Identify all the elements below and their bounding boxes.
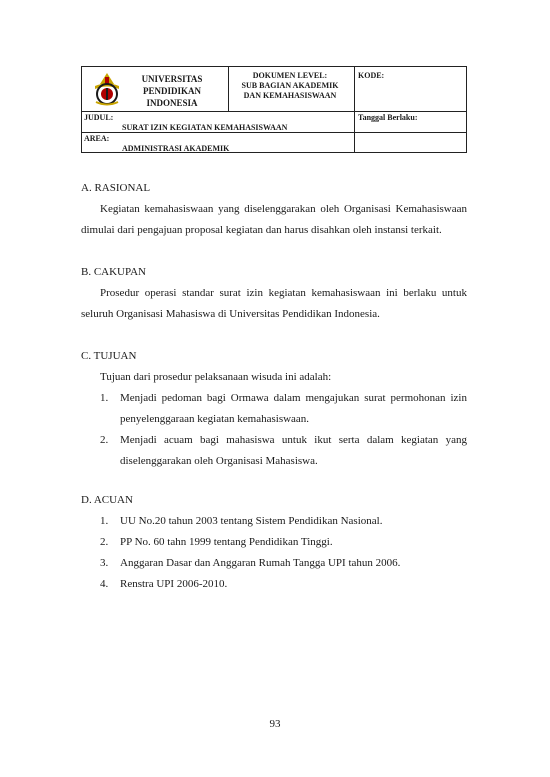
document-header-table	[81, 66, 467, 153]
section-cakupan	[81, 262, 467, 325]
section-title: A. RASIONAL	[81, 182, 151, 194]
list-number: 2.	[100, 434, 109, 446]
list-text: Menjadi pedoman bagi Ormawa dalam mengajukan surat permohonan izin penyelenggaraan kegiatan kemahasiswaan.	[120, 392, 467, 425]
tanggal-berlaku-label: Tanggal Berlaku:	[358, 113, 418, 122]
list-text: Anggaran Dasar dan Anggaran Rumah Tangga UPI tahun 2006.	[120, 557, 401, 569]
list-item	[100, 574, 467, 595]
section-acuan	[81, 490, 467, 595]
doc-level-line: SUB BAGIAN AKADEMIK	[241, 81, 339, 90]
doc-level-line: DAN KEMAHASISWAAN	[243, 91, 337, 100]
list-item	[100, 532, 467, 553]
section-paragraph: Kegiatan kemahasiswaan yang diselenggarakan oleh Organisasi Kemahasiswaan dimulai dari pengajuan proposal kegiatan dan harus disahkan oleh instansi terkait.	[81, 203, 467, 236]
university-logo	[92, 72, 122, 106]
section-intro: Tujuan dari prosedur pelaksanaan wisuda ini adalah:	[100, 371, 332, 383]
doc-level-line: DOKUMEN LEVEL:	[252, 71, 328, 80]
judul-value: SURAT IZIN KEGIATAN KEMAHASISWAAN	[122, 123, 288, 132]
list-item	[100, 553, 467, 574]
section-title: B. CAKUPAN	[81, 266, 147, 278]
list-number: 3.	[100, 557, 109, 569]
section-rasional	[81, 178, 467, 241]
section-tujuan	[81, 346, 467, 472]
header-divider	[82, 132, 466, 133]
header-divider	[82, 111, 466, 112]
document-level	[231, 71, 349, 101]
university-line: PENDIDIKAN	[142, 86, 201, 96]
judul-label: JUDUL:	[84, 113, 114, 122]
list-number: 1.	[100, 392, 109, 404]
section-title: C. TUJUAN	[81, 350, 137, 362]
university-name	[122, 73, 222, 109]
list-text: Menjadi acuam bagi mahasiswa untuk ikut serta dalam kegiatan yang diselenggarakan oleh Organisasi Mahasiswa.	[120, 434, 467, 467]
section-title: D. ACUAN	[81, 494, 133, 506]
list-number: 4.	[100, 578, 109, 590]
kode-label: KODE:	[358, 71, 385, 80]
header-divider	[228, 67, 229, 111]
section-paragraph: Prosedur operasi standar surat izin kegiatan kemahasiswaan ini berlaku untuk seluruh Organisasi Mahasiswa di Universitas Pendidikan Indonesia.	[81, 287, 467, 320]
header-divider	[354, 67, 355, 152]
area-label: AREA:	[84, 134, 110, 143]
tujuan-list	[100, 388, 467, 472]
area-value: ADMINISTRASI AKADEMIK	[122, 144, 230, 153]
list-item	[100, 430, 467, 472]
university-line: UNIVERSITAS	[141, 74, 203, 84]
list-text: Renstra UPI 2006-2010.	[120, 578, 228, 590]
list-item	[100, 388, 467, 430]
list-text: UU No.20 tahun 2003 tentang Sistem Pendidikan Nasional.	[120, 515, 383, 527]
list-item	[100, 511, 467, 532]
list-number: 1.	[100, 515, 109, 527]
list-number: 2.	[100, 536, 109, 548]
acuan-list	[100, 511, 467, 595]
list-text: PP No. 60 tahn 1999 tentang Pendidikan Tinggi.	[120, 536, 333, 548]
university-line: INDONESIA	[146, 98, 198, 108]
page-number: 93	[269, 718, 281, 730]
